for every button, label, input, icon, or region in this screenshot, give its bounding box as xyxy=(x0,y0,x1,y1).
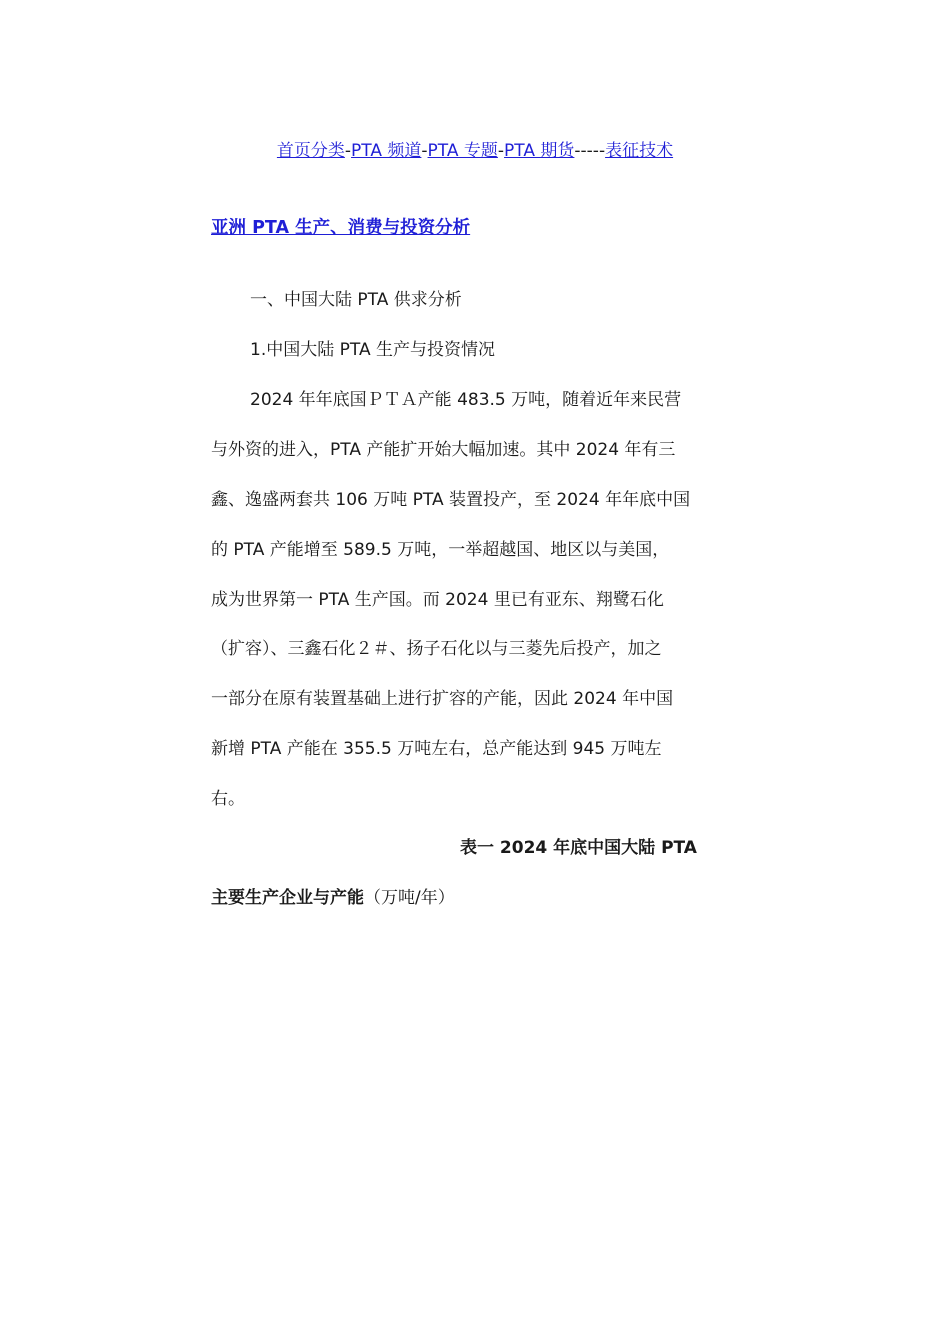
breadcrumb-link-pta-channel[interactable]: PTA 频道 xyxy=(351,141,422,161)
breadcrumb-link-home[interactable]: 首页分类 xyxy=(276,141,345,161)
breadcrumb-separator: - xyxy=(497,141,505,161)
paragraph-line: 鑫、逸盛两套共 106 万吨 PTA 装置投产，至 2024 年年底中国 xyxy=(211,490,691,510)
paragraph-line: 与外资的进入，PTA 产能扩开始大幅加速。其中 2024 年有三 xyxy=(211,440,676,460)
table-caption: 表一 2024 年底中国大陆 PTA xyxy=(460,838,697,858)
paragraph-line: 的 PTA 产能增至 589.5 万吨，一举超越国、地区以与美国， xyxy=(211,540,670,560)
breadcrumb-separator: ----- xyxy=(574,141,606,161)
table-caption-continued xyxy=(211,886,455,910)
breadcrumb-separator: - xyxy=(421,141,428,161)
paragraph-line: 2024 年年底国ＰＴＡ产能 483.5 万吨，随着近年来民营 xyxy=(250,390,682,410)
subsection-heading: 1.中国大陆 PTA 生产与投资情况 xyxy=(250,340,495,360)
breadcrumb-separator: - xyxy=(344,141,352,161)
breadcrumb-link-tech[interactable]: 表征技术 xyxy=(605,141,674,161)
breadcrumb xyxy=(0,139,950,163)
paragraph-line: 成为世界第一 PTA 生产国。而 2024 里已有亚东、翔鹭石化 xyxy=(211,590,664,610)
breadcrumb-link-pta-topic[interactable]: PTA 专题 xyxy=(427,141,498,161)
section-heading: 一、中国大陆 PTA 供求分析 xyxy=(250,290,462,310)
table-caption-unit: （万吨/年） xyxy=(364,888,455,908)
breadcrumb-link-pta-futures[interactable]: PTA 期货 xyxy=(504,141,575,161)
paragraph-line: 右。 xyxy=(211,789,245,809)
paragraph-line: （扩容）、三鑫石化２＃、扬子石化以与三菱先后投产，加之 xyxy=(211,639,662,659)
paragraph-line: 一部分在原有装置基础上进行扩容的产能，因此 2024 年中国 xyxy=(211,689,674,709)
table-caption-title: 主要生产企业与产能 xyxy=(211,888,364,908)
paragraph-line: 新增 PTA 产能在 355.5 万吨左右，总产能达到 945 万吨左 xyxy=(211,739,662,759)
document-title-link[interactable]: 亚洲 PTA 生产、消费与投资分析 xyxy=(211,218,471,238)
